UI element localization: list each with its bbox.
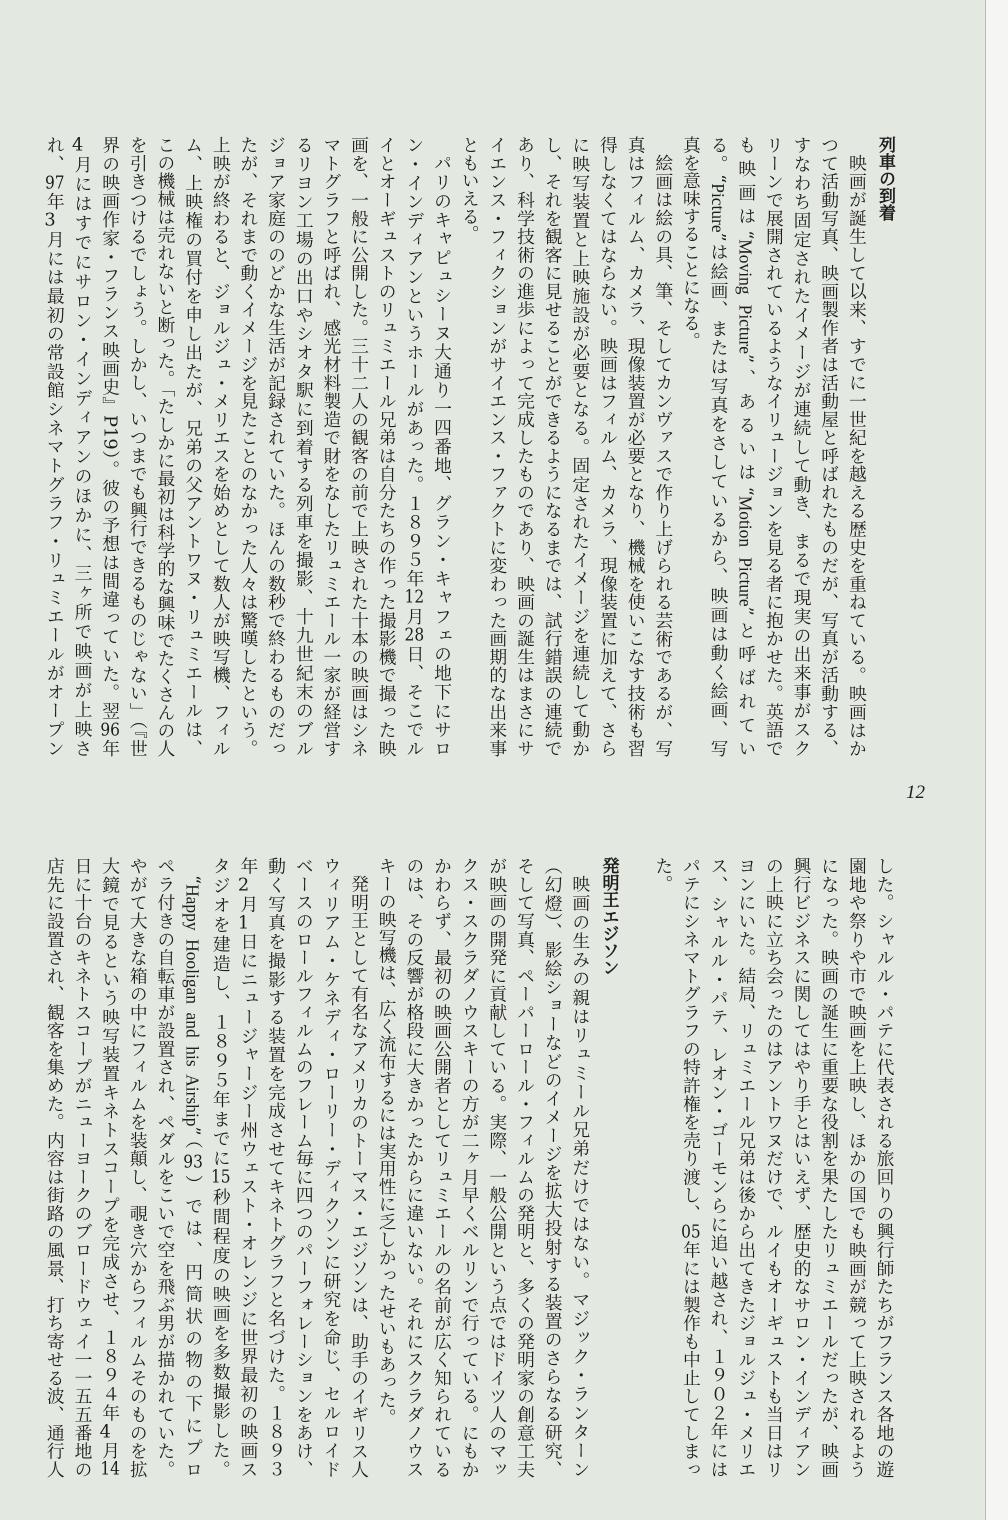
text-column: あり、科学技術の進歩によって完成したものであり、映画の誕生はまさにサ bbox=[514, 136, 536, 757]
text-column: イとオーギュストのリュミエール兄弟は自分たちの作った撮影機で撮った映 bbox=[376, 136, 398, 757]
text-column: “Happy Hooligan and his Airship”（93）では、円筒状の物の下にプロ bbox=[182, 874, 204, 1478]
text-column: 真はフィルム、カメラ、現像装置が必要となり、機械を使いこなす技術も習 bbox=[625, 136, 647, 757]
section-heading: 発明王エジソン bbox=[598, 857, 619, 976]
text-column: る。“Picture”は絵画、または写真をさしているから、映画は動く絵画、写 bbox=[708, 136, 730, 757]
text-column: リーンで展開されているようなイリュージョンを見る者に抱かせた。英語で bbox=[763, 136, 785, 757]
text-column: 絵画は絵の具、筆、そしてカンヴァスで作り上げられる芸術であるが、写 bbox=[652, 153, 674, 757]
text-column: 店先に設置され、観客を集めた。内容は街路の風景、打ち寄せる波、通行人 bbox=[44, 857, 66, 1478]
text-column: たが、それまで動くイメージを見たことのなかった人々は驚嘆したという。 bbox=[237, 136, 259, 757]
text-column: 画を、一般に公開した。三十二人の観客の前で上映された十本の映画はシネ bbox=[348, 136, 370, 757]
text-column: を引きつけるでしょう。しかし、いつまでも興行できるものじゃない」（『世 bbox=[127, 136, 149, 757]
text-column: ウィリアム・ケネディ・ローリー・ディクソンに研究を命じ、セルロイド bbox=[320, 857, 342, 1478]
text-column: も映画は“Moving Picture”、あるいは“Motion Picture”と呼ばれてい bbox=[735, 136, 757, 757]
text-column: した。シャルル・パテに代表される旅回りの興行師たちがフランス各地の遊 bbox=[874, 857, 895, 1478]
blank-column bbox=[621, 857, 649, 1478]
text-column: つて活動写真、映画製作者は活動屋と呼ばれたものだが、写真が活動する、 bbox=[818, 136, 840, 757]
text-column: タジオを建造し、１８９５年までに15秒間程度の映画を多数撮影した。 bbox=[210, 857, 232, 1478]
text-column: （幻燈）、影絵ショーなどのイメージを拡大投射する装置のさらなる研究、 bbox=[542, 857, 564, 1478]
text-column: 年2月1日にニュージャージー州ウェスト・オレンジに世界最初の映画ス bbox=[237, 857, 259, 1478]
text-column: ン・インディアンというホールがあった。１８９５年12月28日、そこでル bbox=[403, 136, 425, 757]
text-column: キーの映写機は、広く流布するには実用性に乏しかったせいもあった。 bbox=[376, 857, 398, 1427]
text-column: かわらず、最初の映画公開者としてリュミエールの名前が広く知られている bbox=[431, 857, 453, 1478]
text-column: 得しなくてはならない。映画はフィルム、カメラ、現像装置に加えて、さら bbox=[597, 136, 619, 757]
page-number: 12 bbox=[906, 782, 925, 803]
text-column: し、それを観客に見せることができるようになるまでは、試行錯誤の連続で bbox=[542, 136, 564, 757]
text-column: が映画の開発に貢献している。実際、一般公開という点ではドイツ人のマッ bbox=[486, 857, 508, 1478]
text-column: 真を意味することになる。 bbox=[680, 136, 702, 350]
text-column: れ、97年3月には最初の常設館シネマトグラフ・リュミエールがオープン bbox=[44, 136, 66, 757]
text-column: パテにシネマトグラフの特許権を売り渡し、05年には製作も中止してしまっ bbox=[680, 857, 702, 1478]
text-column: に映写装置と上映施設が必要となる。固定されたイメージを連続して動か bbox=[569, 136, 591, 757]
text-column: クス・スクラダノウスキーの方が二ヶ月早くベルリンで行っている。にもか bbox=[459, 857, 481, 1478]
text-column: 大鏡で見るという映写装置キネトスコープを完成させ、１８９４年4月14 bbox=[99, 857, 121, 1478]
text-column: になった。映画の誕生に重要な役割を果たしたリュミエールだったが、映画 bbox=[818, 857, 840, 1478]
text-column: 発明王として有名なアメリカのトーマス・エジソンは、助手のイギリス人 bbox=[348, 874, 370, 1478]
text-column: やがて大きな箱の中にフィルムを装顛し、覗き穴からフィルムそのものを拡 bbox=[127, 857, 149, 1478]
text-column: の上映に立ち会ったのはアントワヌだけで、ルイもオーギュストも当日はリ bbox=[763, 857, 785, 1478]
text-column: ム、上映権の買付を申し出たが、兄弟の父アントワヌ・リュミエールは、 bbox=[182, 136, 204, 757]
text-column: るリヨン工場の出口やシオタ駅に到着する列車を撮影、十九世紀末のブル bbox=[293, 136, 315, 757]
page-edge bbox=[985, 0, 1008, 1520]
text-column: 映画の生みの親はリュミール兄弟だけではない。マジック・ランターン bbox=[569, 874, 591, 1478]
text-column: ペラ付きの自転車が設置され、ペダルをこいで空を飛ぶ男が描かれていた。 bbox=[154, 857, 176, 1478]
text-column: 4月にはすでにサロン・インディアンのほかに、三ヶ所で映画が上映さ bbox=[71, 136, 93, 757]
text-column: 興行ビジネスに関してはやり手とはいえず、歴史的なサロン・インディアン bbox=[791, 857, 813, 1478]
text-column: ベースのロールフィルムのフレーム毎に四つのパーフォレーションをあけ、 bbox=[293, 857, 315, 1478]
text-column: 界の映画作家・フランス映画史』P19）。彼の予想は間違っていた。翌96年 bbox=[99, 136, 121, 757]
text-column: 園地や祭りや市で映画を上映し、ほかの国でも映画が競って上映されるよう bbox=[846, 857, 868, 1478]
text-column: た。 bbox=[652, 857, 674, 893]
text-column: 動く写真を撮影する装置を完成させてキネトグラフと名づけた。１８９３ bbox=[265, 857, 287, 1478]
text-column: ともいえる。 bbox=[459, 136, 481, 243]
text-column: のは、その反響が格段に大きかったからに違いない。それにスクラダノウス bbox=[403, 857, 425, 1478]
text-column: すなわち固定されたイメージが連続して動き、まるで現実の出来事がスク bbox=[791, 136, 813, 757]
text-column: ス、シャルル・パテ、レオン・ゴーモンらに追い越され、１９０２年には bbox=[708, 857, 730, 1478]
text-column: ヨンにいた。結局、リュミエール兄弟は後から出てきたジョルジュ・メリエ bbox=[735, 857, 757, 1478]
text-column: マトグラフと呼ばれ、感光材料製造で財をなしたリュミエール一家が経営す bbox=[320, 136, 342, 757]
text-column: イエンス・フィクションがサイエンス・ファクトに変わった画期的な出来事 bbox=[486, 136, 508, 757]
lower-text-block bbox=[40, 857, 898, 1478]
text-column: 日に十台のキネトスコープがニューヨークのブロードウェイ一一五五番地の bbox=[71, 857, 93, 1478]
text-column: そして写真、ペーパーロール・フィルムの発明と、多くの発明家の創意工夫 bbox=[514, 857, 536, 1478]
section-heading: 列車の到着 bbox=[875, 136, 895, 221]
text-column: 映画が誕生して以来、すでに一世紀を越える歴史を重ねている。映画はか bbox=[846, 153, 868, 757]
text-column: この機械は売れないと断った。「たしかに最初は科学的な興味でたくさんの人 bbox=[154, 136, 176, 757]
upper-text-block bbox=[40, 136, 898, 757]
text-column: 上映が終わると、ジョルジュ・メリエスを始めとして数人が映写機、フィル bbox=[210, 136, 232, 757]
text-column: パリのキャピュシーヌ大通り一四番地、グラン・キャフェの地下にサロ bbox=[431, 153, 453, 757]
text-column: ジョア家庭ののどかな生活が記録されていた。ほんの数秒で終わるものだっ bbox=[265, 136, 287, 757]
